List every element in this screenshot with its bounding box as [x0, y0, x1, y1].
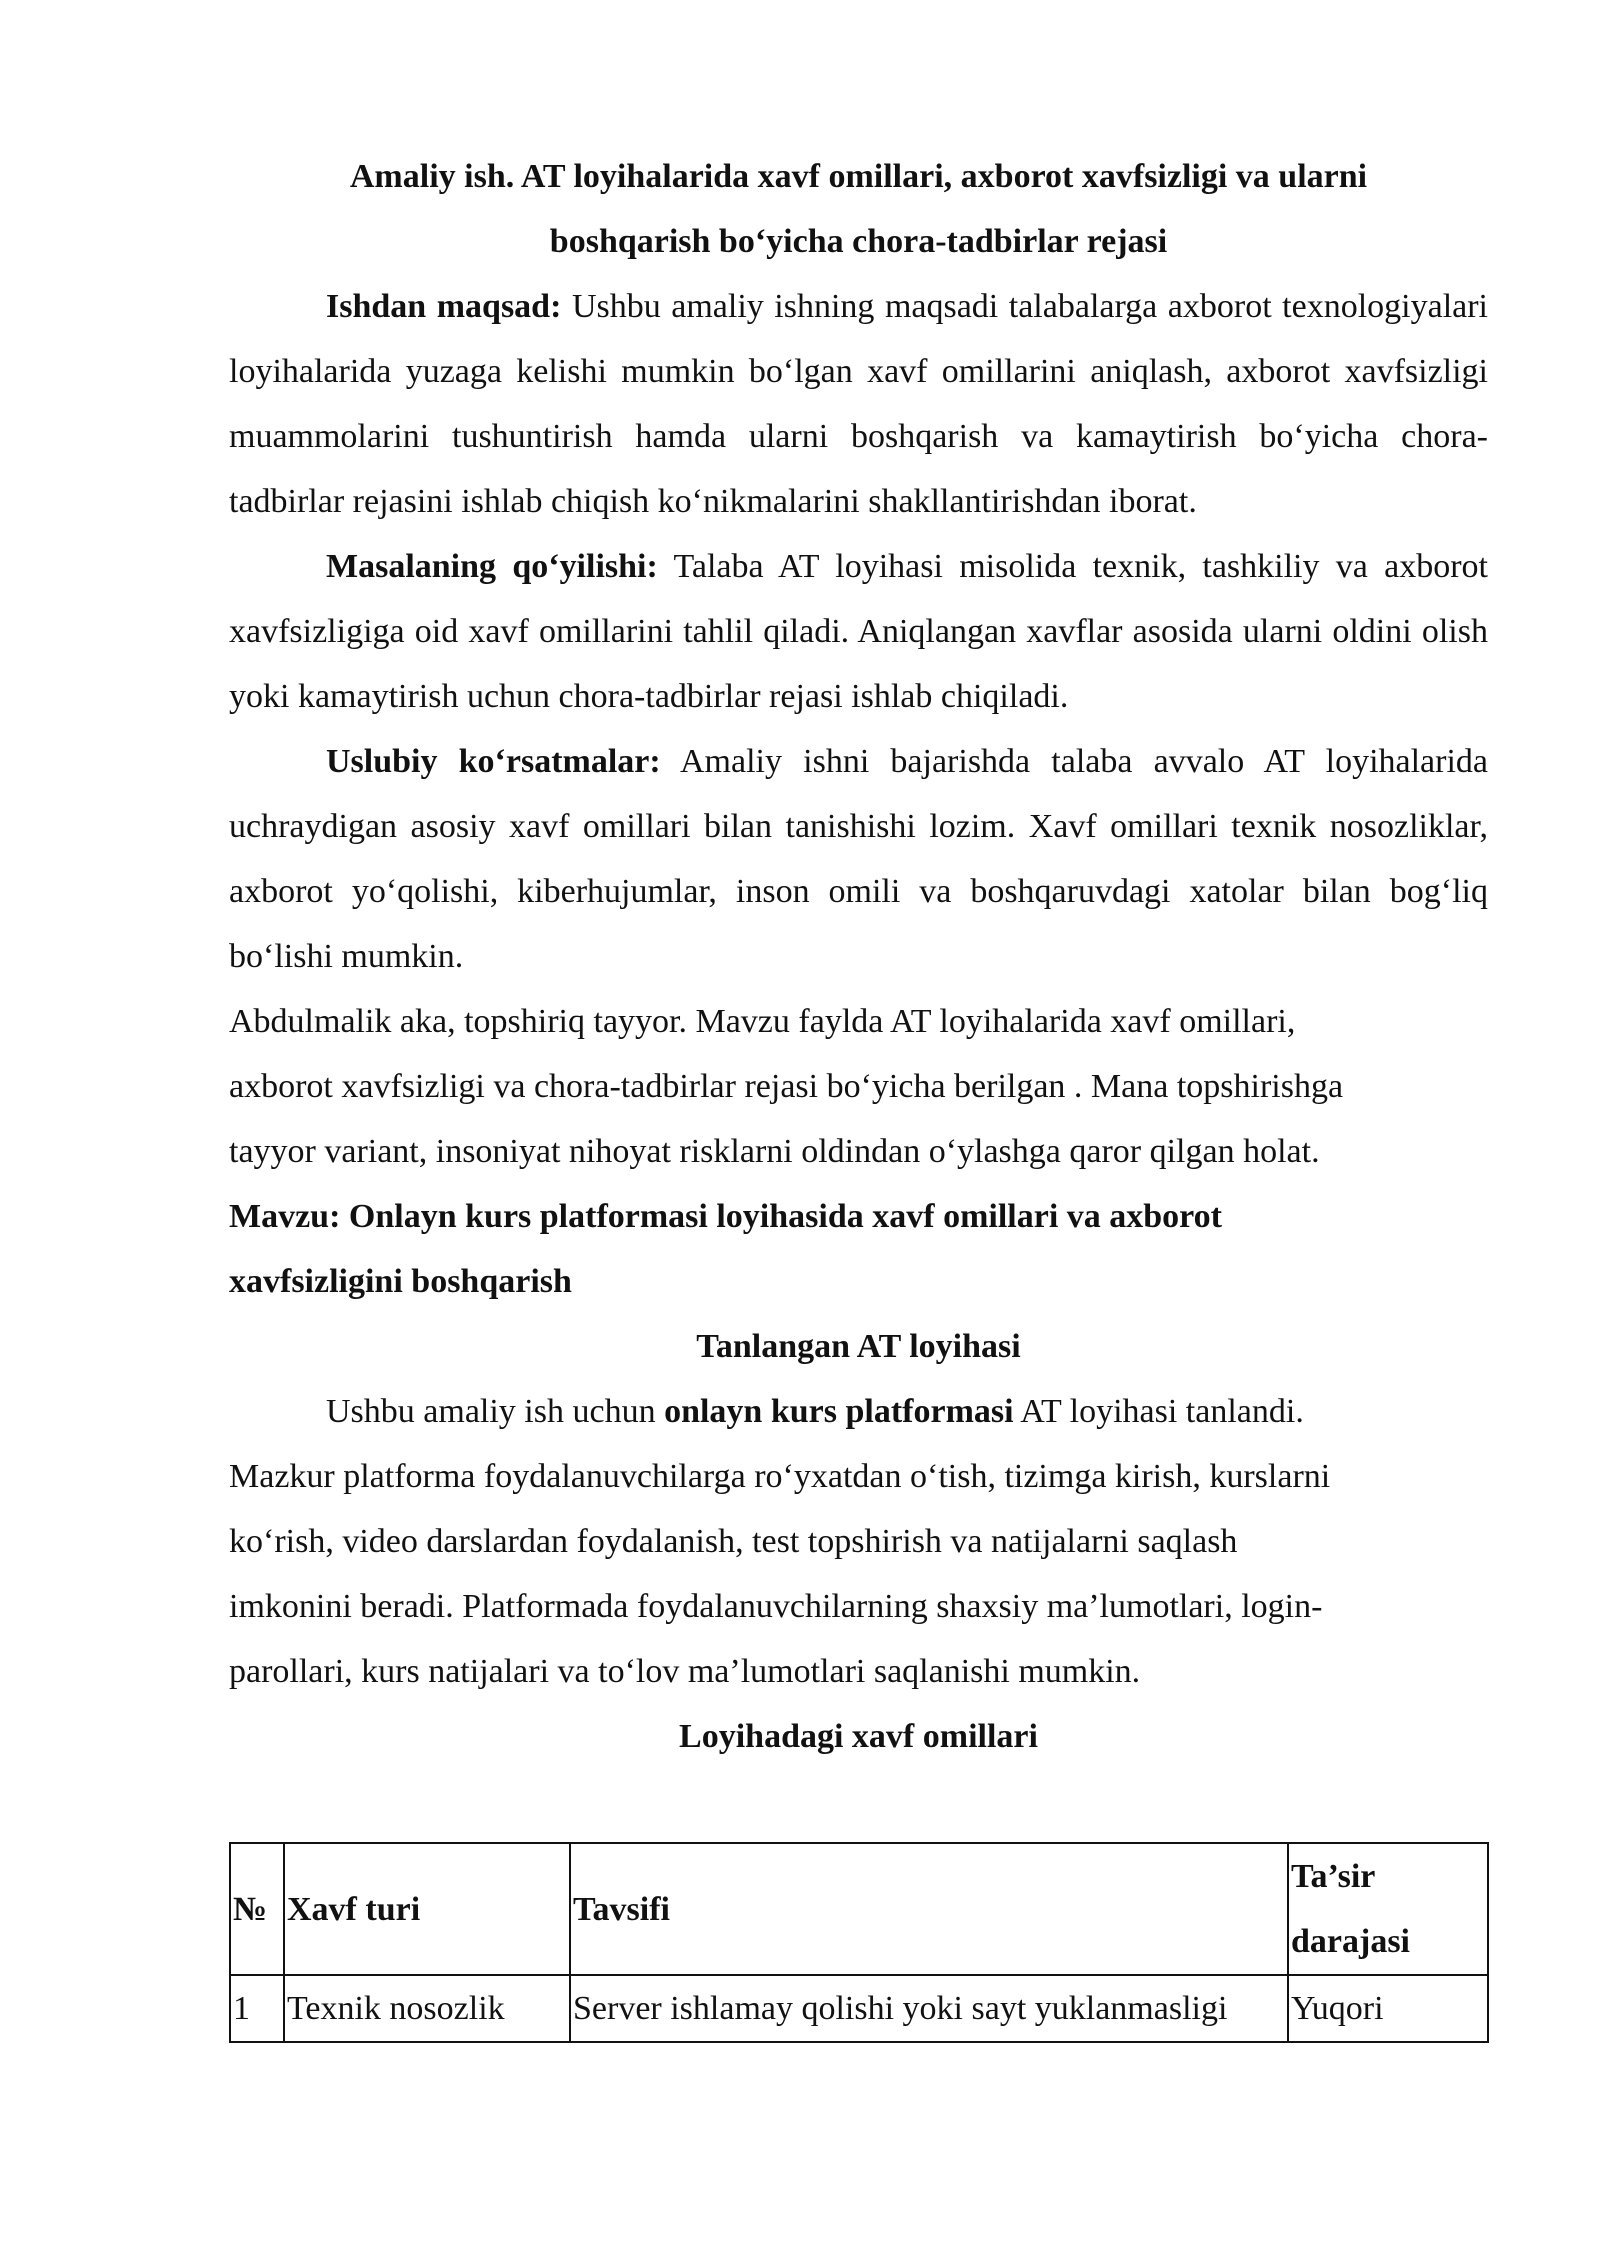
- goal-label: Ishdan maqsad:: [326, 288, 562, 325]
- guide-label: Uslubiy ko‘rsatmalar:: [326, 743, 661, 780]
- selected-line-4: imkonini beradi. Platformada foydalanuvchilarning shaxsiy ma’lumotlari, login-: [229, 1588, 1323, 1625]
- selected-line-3: ko‘rish, video darslardan foydalanish, test topshirish va natijalarni saqlash: [229, 1523, 1238, 1560]
- topic-line-2: xavfsizligini boshqarish: [229, 1263, 572, 1300]
- selected-line-1-pre: Ushbu amaliy ish uchun: [326, 1393, 665, 1430]
- selected-line-1-post: AT loyihasi tanlandi.: [1013, 1393, 1304, 1430]
- title-line-2: boshqarish bo‘yicha chora-tadbirlar rejasi: [549, 223, 1168, 260]
- guide-paragraph: [229, 729, 1488, 989]
- selected-line-5: parollari, kurs natijalari va to‘lov ma’lumotlari saqlanishi mumkin.: [229, 1653, 1141, 1690]
- document-title: [229, 144, 1488, 274]
- cell-description: Server ishlamay qolishi yoki sayt yuklanmasligi: [570, 1975, 1288, 2042]
- goal-paragraph: [229, 274, 1488, 534]
- task-paragraph: [229, 534, 1488, 729]
- note-line-3: tayyor variant, insoniyat nihoyat risklarni oldindan o‘ylashga qaror qilgan holat.: [229, 1133, 1320, 1170]
- cell-impact-level: Yuqori: [1288, 1975, 1488, 2042]
- cell-risk-type: Texnik nosozlik: [284, 1975, 570, 2042]
- note-line-1: Abdulmalik aka, topshiriq tayyor. Mavzu faylda AT loyihalarida xavf omillari,: [229, 1003, 1296, 1040]
- selected-project-heading: Tanlangan AT loyihasi: [696, 1328, 1021, 1365]
- topic-line-1: Mavzu: Onlayn kurs platformasi loyihasida xavf omillari va axborot: [229, 1198, 1222, 1235]
- note-line-2: axborot xavfsizligi va chora-tadbirlar rejasi bo‘yicha berilgan . Mana topshirishga: [229, 1068, 1344, 1105]
- table-header-row: [230, 1843, 1488, 1975]
- header-number: №: [230, 1843, 284, 1975]
- task-label: Masalaning qo‘yilishi:: [326, 548, 658, 585]
- selected-project-paragraph: [229, 1379, 1488, 1704]
- cell-number: 1: [230, 1975, 284, 2042]
- table-row: [230, 1975, 1488, 2042]
- header-risk-type: Xavf turi: [284, 1843, 570, 1975]
- selected-line-1-bold: onlayn kurs platformasi: [664, 1393, 1014, 1430]
- risks-heading: Loyihadagi xavf omillari: [679, 1718, 1038, 1755]
- header-impact-level: Ta’sir darajasi: [1288, 1843, 1488, 1975]
- selected-line-2: Mazkur platforma foydalanuvchilarga ro‘yxatdan o‘tish, tizimga kirish, kurslarni: [229, 1458, 1331, 1495]
- note-paragraph: [229, 989, 1488, 1184]
- goal-text: Ushbu amaliy ishning maqsadi talabalarga axborot texnologiyalari loyihalarida yuzaga kelishi mumkin bo‘lgan xavf omillarini aniqlash, axborot xavfsizligi muammolarini tushuntirish hamda ularni boshqarish va kamaytirish bo‘yicha chora-tadbirlar rejasini ishlab chiqish ko‘nikmalarini shakllantirishdan iborat.: [229, 288, 1489, 520]
- title-line-1: Amaliy ish. AT loyihalarida xavf omillari, axborot xavfsizligi va ularni: [349, 158, 1368, 195]
- task-text: Talaba AT loyihasi misolida texnik, tashkiliy va axborot xavfsizligiga oid xavf omillarini tahlil qiladi. Aniqlangan xavflar asosida ularni oldini olish yoki kamaytirish uchun chora-tadbirlar rejasi ishlab chiqiladi.: [229, 548, 1489, 715]
- guide-text: Amaliy ishni bajarishda talaba avvalo AT loyihalarida uchraydigan asosiy xavf omillari bilan tanishishi lozim. Xavf omillari texnik nosozliklar, axborot yo‘qolishi, kiberhujumlar, inson omili va boshqaruvdagi xatolar bilan bog‘liq bo‘lishi mumkin.: [229, 743, 1488, 975]
- document-body: [229, 144, 1488, 1769]
- topic-paragraph: [229, 1184, 1488, 1314]
- header-description: Tavsifi: [570, 1843, 1288, 1975]
- risk-table: [229, 1842, 1489, 2043]
